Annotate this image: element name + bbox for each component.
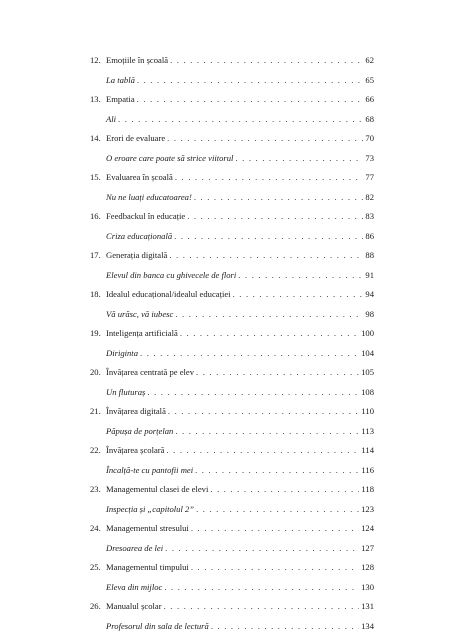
toc-subentry	[90, 110, 374, 130]
toc-page-number: 108	[359, 383, 374, 403]
toc-page-number: 134	[359, 617, 374, 636]
toc-entry-number: 14.	[90, 129, 106, 149]
toc-subentry	[90, 500, 374, 520]
toc-entry	[90, 246, 374, 266]
toc-page-number: 114	[359, 441, 374, 461]
dot-leader	[166, 441, 359, 461]
toc-subentry	[90, 461, 374, 481]
toc-entry	[90, 402, 374, 422]
toc-subentry-title: Profesorul din sala de lectură	[106, 617, 211, 636]
toc-page-number: 82	[363, 188, 374, 208]
toc-entry	[90, 558, 374, 578]
toc-entry-title: Idealul educațional/idealul educației	[106, 285, 233, 305]
toc-entry-title: Managementul clasei de elevi	[106, 480, 210, 500]
toc-subentry	[90, 149, 374, 169]
toc-subentry-title: Criza educațională	[106, 227, 174, 247]
dot-leader	[170, 51, 363, 71]
dot-leader	[191, 519, 359, 539]
toc-entry	[90, 168, 374, 188]
dot-leader	[140, 344, 359, 364]
toc-subentry-title: La tablă	[106, 71, 137, 91]
toc-subentry	[90, 305, 374, 325]
dot-leader	[165, 539, 359, 559]
toc-page-number: 131	[359, 597, 374, 617]
toc-subentry-title: O eroare care poate să strice viitorul	[106, 149, 235, 169]
toc-page-number: 62	[363, 51, 374, 71]
toc-subentry-title: Eleva din mijloc	[106, 578, 164, 598]
dot-leader	[118, 110, 363, 130]
toc-entry-title: Feedbackul în educație	[106, 207, 187, 227]
toc-page-number: 116	[359, 461, 374, 481]
toc-entry-title: Empatia	[106, 90, 137, 110]
toc-entry	[90, 597, 374, 617]
toc-entry-number: 25.	[90, 558, 106, 578]
dot-leader	[175, 305, 363, 325]
dot-leader	[196, 363, 359, 383]
dot-leader	[164, 597, 360, 617]
toc-page-number: 86	[363, 227, 374, 247]
toc-entry	[90, 480, 374, 500]
toc-subentry-title: Păpușa de porțelan	[106, 422, 175, 442]
dot-leader	[191, 558, 359, 578]
toc-subentry	[90, 344, 374, 364]
toc-subentry-title: Ali	[106, 110, 118, 130]
toc-subentry-title: Încalță-te cu pantofii mei	[106, 461, 195, 481]
dot-leader	[233, 285, 364, 305]
toc-page-number: 91	[363, 266, 374, 286]
toc-subentry	[90, 422, 374, 442]
toc-subentry-title: Un fluturaș	[106, 383, 147, 403]
dot-leader	[167, 129, 363, 149]
toc-page-number: 128	[359, 558, 374, 578]
dot-leader	[195, 461, 359, 481]
toc-entry-title: Manualul școlar	[106, 597, 164, 617]
toc-page-number: 127	[359, 539, 374, 559]
toc-subentry	[90, 188, 374, 208]
toc-entry-title: Managementul timpului	[106, 558, 191, 578]
toc-entry-number: 20.	[90, 363, 106, 383]
toc-page-number: 110	[359, 402, 374, 422]
toc-entry	[90, 441, 374, 461]
toc-page-number: 88	[363, 246, 374, 266]
toc-entry	[90, 90, 374, 110]
toc-entry-number: 22.	[90, 441, 106, 461]
toc-page-number: 73	[363, 149, 374, 169]
toc-page-number: 94	[363, 285, 374, 305]
toc-entry-number: 12.	[90, 51, 106, 71]
toc-page-number: 65	[363, 71, 374, 91]
toc-subentry	[90, 617, 374, 636]
toc-entry	[90, 363, 374, 383]
toc-entry-title: Generația digitală	[106, 246, 169, 266]
toc-subentry	[90, 578, 374, 598]
toc-page-number: 83	[363, 207, 374, 227]
toc-page-number: 77	[363, 168, 374, 188]
toc-entry-number: 21.	[90, 402, 106, 422]
toc-entry-title: Învățarea digitală	[106, 402, 168, 422]
dot-leader	[164, 578, 359, 598]
toc-subentry	[90, 266, 374, 286]
toc-entry-number: 15.	[90, 168, 106, 188]
dot-leader	[175, 168, 364, 188]
toc-entry-title: Învățarea școlară	[106, 441, 166, 461]
toc-entry-number: 13.	[90, 90, 106, 110]
toc-entry	[90, 129, 374, 149]
toc-entry-number: 19.	[90, 324, 106, 344]
toc-entry-title: Evaluarea în școală	[106, 168, 175, 188]
toc-entry-number: 18.	[90, 285, 106, 305]
dot-leader	[210, 480, 359, 500]
dot-leader	[194, 188, 364, 208]
toc-subentry-title: Diriginta	[106, 344, 140, 364]
toc-page-number: 70	[363, 129, 374, 149]
dot-leader	[180, 324, 359, 344]
toc-page-number: 100	[359, 324, 374, 344]
toc-entry	[90, 519, 374, 539]
dot-leader	[211, 617, 359, 636]
toc-subentry	[90, 71, 374, 91]
dot-leader	[187, 207, 363, 227]
toc-entry	[90, 51, 374, 71]
toc-entry-number: 23.	[90, 480, 106, 500]
toc-subentry-title: Vă urăsc, vă iubesc	[106, 305, 175, 325]
toc-entry-title: Managementul stresului	[106, 519, 191, 539]
toc-entry-title: Inteligența artificială	[106, 324, 180, 344]
toc-entry-title: Învățarea centrată pe elev	[106, 363, 196, 383]
toc-page-number: 123	[359, 500, 374, 520]
toc-entry-title: Emoțiile în școală	[106, 51, 170, 71]
toc-entry-number: 24.	[90, 519, 106, 539]
toc-entry-title: Erori de evaluare	[106, 129, 167, 149]
dot-leader	[147, 383, 359, 403]
dot-leader	[238, 266, 363, 286]
toc-entry-number: 26.	[90, 597, 106, 617]
toc-subentry	[90, 383, 374, 403]
toc-page-number: 104	[359, 344, 374, 364]
table-of-contents	[90, 51, 374, 636]
dot-leader	[175, 422, 359, 442]
toc-subentry-title: Elevul din banca cu ghivecele de flori	[106, 266, 238, 286]
dot-leader	[137, 90, 364, 110]
toc-subentry-title: Dresoarea de lei	[106, 539, 165, 559]
dot-leader	[137, 71, 364, 91]
dot-leader	[235, 149, 363, 169]
toc-entry-number: 17.	[90, 246, 106, 266]
toc-page-number: 118	[359, 480, 374, 500]
toc-page-number: 105	[359, 363, 374, 383]
toc-subentry-title: Inspecția și „capitolul 2”	[106, 500, 196, 520]
toc-page-number: 124	[359, 519, 374, 539]
toc-entry	[90, 207, 374, 227]
toc-entry-number: 16.	[90, 207, 106, 227]
toc-entry	[90, 324, 374, 344]
toc-page-number: 66	[363, 90, 374, 110]
toc-page-number: 113	[359, 422, 374, 442]
dot-leader	[174, 227, 363, 247]
toc-page-number: 98	[363, 305, 374, 325]
toc-entry	[90, 285, 374, 305]
toc-subentry	[90, 227, 374, 247]
dot-leader	[168, 402, 360, 422]
toc-subentry	[90, 539, 374, 559]
dot-leader	[169, 246, 363, 266]
toc-page-number: 68	[363, 110, 374, 130]
toc-subentry-title: Nu ne luați educatoarea!	[106, 188, 194, 208]
dot-leader	[196, 500, 359, 520]
toc-page-number: 130	[359, 578, 374, 598]
